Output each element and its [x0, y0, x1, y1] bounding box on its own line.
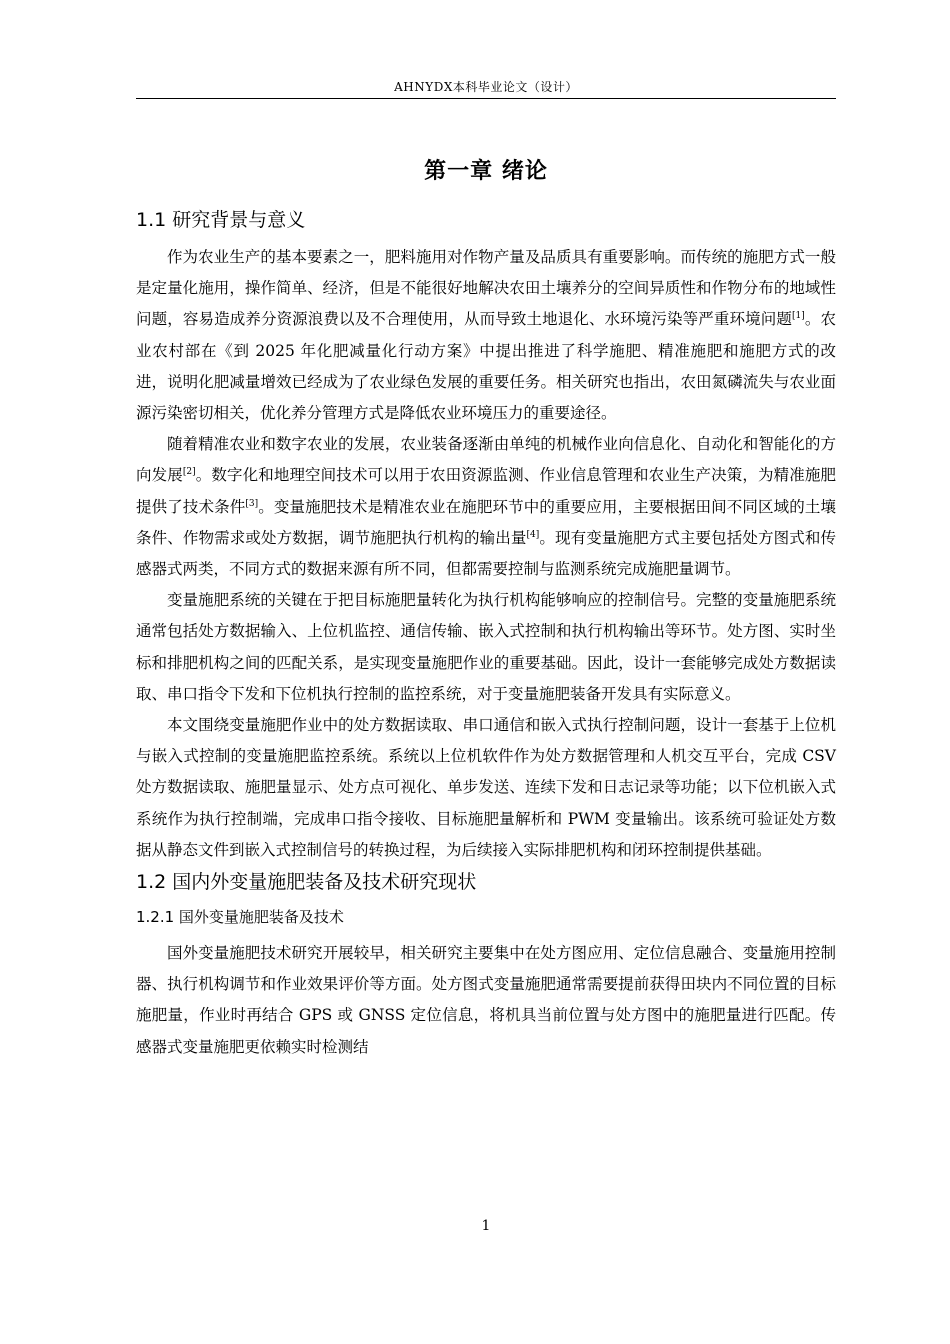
- paragraph-3: 变量施肥系统的关键在于把目标施肥量转化为执行机构能够响应的控制信号。完整的变量施肥系统通常包括处方数据输入、上位机监控、通信传输、嵌入式控制和执行机构输出等环节。处方图、实时坐标和排肥机构之间的匹配关系，是实现变量施肥作业的重要基础。因此，设计一套能够完成处方数据读取、串口指令下发和下位机执行控制的监控系统，对于变量施肥装备开发具有实际意义。: [136, 591, 836, 703]
- citation-ref-2[interactable]: [2]: [182, 467, 196, 478]
- section-heading-1-1: 1.1 研究背景与意义: [136, 209, 306, 231]
- chapter-title: 第一章 绪论: [424, 159, 548, 184]
- header-rule: [136, 98, 836, 99]
- page-number: 1: [481, 1218, 491, 1234]
- paragraph-2: [136, 429, 836, 585]
- paragraph-text: 。数字化和地理空间技术可以用于农田资源监测、作业信息管理和农业生产决策，为精准施肥提供了技术条件: [136, 466, 836, 516]
- paragraph-5: 国外变量施肥技术研究开展较早，相关研究主要集中在处方图应用、定位信息融合、变量施用控制器、执行机构调节和作业效果评价等方面。处方图式变量施肥通常需要提前获得田块内不同位置的目标施肥量，作业时再结合 GPS 或 GNSS 定位信息，将机具当前位置与处方图中的施肥量进行匹配。传感器式变量施肥更依赖实时检测结: [136, 944, 836, 1056]
- citation-ref-4[interactable]: [4]: [526, 529, 540, 540]
- paragraph-text: 随着精准农业和数字农业的发展，农业装备逐渐由单纯的机械作业向信息化、自动化和智能化的方向发展: [136, 435, 836, 485]
- section-heading-1-2: 1.2 国内外变量施肥装备及技术研究现状: [136, 871, 477, 894]
- body-content: [136, 204, 836, 1063]
- running-header: AHNYDX本科毕业论文（设计）: [394, 80, 578, 94]
- paragraph-text: 。现有变量施肥方式主要包括处方图式和传感器式两类，不同方式的数据来源有所不同，但都需要控制与监测系统完成施肥量调节。: [136, 528, 836, 579]
- citation-ref-3[interactable]: [3]: [245, 498, 259, 509]
- citation-ref-1[interactable]: [1]: [792, 311, 805, 322]
- subsection-heading-1-2-1: 1.2.1 国外变量施肥装备及技术: [136, 908, 344, 927]
- paragraph-text: 。农业农村部在《到 2025 年化肥减量化行动方案》中提出推进了科学施肥、精准施肥和施肥方式的改进，说明化肥减量增效已经成为了农业绿色发展的重要任务。相关研究也指出，农田氮磷流失与农业面源污染密切相关，优化养分管理方式是降低农业环境压力的重要途径。: [136, 310, 836, 423]
- paragraph-text: 。变量施肥技术是精准农业在施肥环节中的重要应用，主要根据田间不同区域的土壤条件、作物需求或处方数据，调节施肥执行机构的输出量: [136, 497, 836, 547]
- paragraph-text: 作为农业生产的基本要素之一，肥料施用对作物产量及品质具有重要影响。而传统的施肥方式一般是定量化施用，操作简单、经济，但是不能很好地解决农田土壤养分的空间异质性和作物分布的地域性问题，容易造成养分资源浪费以及不合理使用，从而导致土地退化、水环境污染等严重环境问题: [136, 248, 836, 329]
- paragraph-1: [136, 242, 836, 429]
- paragraph-4: 本文围绕变量施肥作业中的处方数据读取、串口通信和嵌入式执行控制问题，设计一套基于上位机与嵌入式控制的变量施肥监控系统。系统以上位机软件作为处方数据管理和人机交互平台，完成 CSV 处方数据读取、施肥量显示、处方点可视化、单步发送、连续下发和日志记录等功能；以下位机嵌入式系统作为执行控制端，完成串口指令接收、目标施肥量解析和 PWM 变量输出。该系统可验证处方数据从静态文件到嵌入式控制信号的转换过程，为后续接入实际排肥机构和闭环控制提供基础。: [136, 716, 836, 859]
